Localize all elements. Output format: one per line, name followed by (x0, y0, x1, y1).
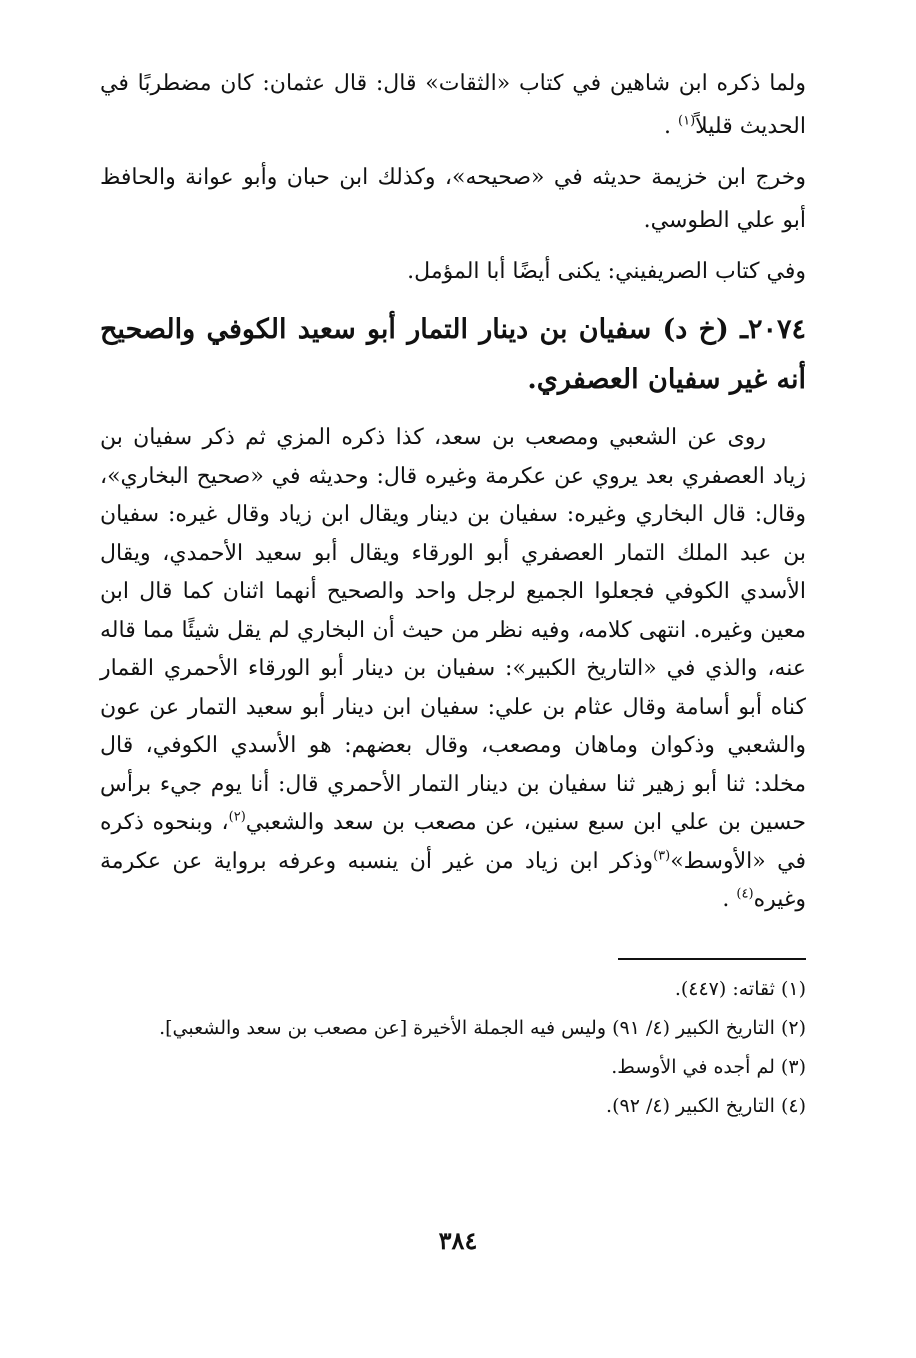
entry-body: روى عن الشعبي ومصعب بن سعد، كذا ذكره المزي ثم ذكر سفيان بن زياد العصفري بعد يروي عن عكرمة وغيره قال: وحديثه في «صحيح البخاري»، وقال: قال البخاري وغيره: سفيان بن دينار ويقال ابن زياد وقال غيره: سفيان بن عبد الملك التمار العصفري أبو الورقاء ويقال أبو سعيد الأحمدي، ويقال الأسدي الكوفي فجعلوا الجميع لرجل واحد والصحيح أنهما اثنان كما قال ابن معين وغيره. انتهى كلامه، وفيه نظر من حيث أن البخاري لم يقل شيئًا مما قاله عنه، والذي في «التاريخ الكبير»: سفيان بن دينار أبو الورقاء الأحمري القمار كناه أبو أسامة وقال عثام بن علي: سفيان ابن دينار أبو سعيد التمار عن عون والشعبي وذكوان وماهان ومصعب، وقال بعضهم: هو الأسدي الكوفي، قال مخلد: ثنا أبو زهير ثنا سفيان بن دينار التمار الأحمري قال: أنا يوم جيء برأس حسين بن علي ابن سبع سنين، عن مصعب بن سعد والشعبي$^{(٢)}$، وبنحوه ذكره في «الأوسط»$^{(٣)}$وذكر ابن زياد من غير أن ينسبه وعرفه برواية عن عكرمة وغيره$^{(٤)}$ . (100, 425, 806, 912)
footnote-3: (٣) لم أجده في الأوسط. (611, 1055, 806, 1078)
footnote-ref-2[interactable]: (٢) (228, 809, 246, 825)
page-number: ٣٨٤ (438, 1226, 478, 1255)
paragraph-ibn-khuzayma: وخرج ابن خزيمة حديثه في «صحيحه»، وكذلك ابن حبان وأبو عوانة والحافظ أبو علي الطوسي. (100, 165, 806, 233)
footnotes (100, 970, 806, 1126)
footnote-divider (618, 958, 806, 960)
footnote-2: (٢) التاريخ الكبير (٤/ ٩١) وليس فيه الجملة الأخيرة [عن مصعب بن سعد والشعبي]. (159, 1016, 806, 1039)
footnote-divider-wrap (100, 958, 806, 960)
paragraph-thiqat: ولما ذكره ابن شاهين في كتاب «الثقات» قال: قال عثمان: كان مضطربًا في الحديث قليلاً$^{(١)}$ . (100, 71, 806, 139)
footnote-1: (١) ثقاته: (٤٤٧). (674, 977, 806, 1000)
footnote-ref-3[interactable]: (٣) (653, 848, 671, 864)
footnote-ref-1[interactable]: (١) (678, 113, 696, 129)
entry-heading: ٢٠٧٤ـ (خ د) سفيان بن دينار التمار أبو سعيد الكوفي والصحيح أنه غير سفيان العصفري. (100, 314, 806, 395)
paragraph-sarifini: وفي كتاب الصريفيني: يكنى أيضًا أبا المؤمل. (407, 259, 806, 284)
footnote-ref-4[interactable]: (٤) (736, 886, 754, 902)
footnote-4: (٤) التاريخ الكبير (٤/ ٩٢). (606, 1094, 806, 1117)
